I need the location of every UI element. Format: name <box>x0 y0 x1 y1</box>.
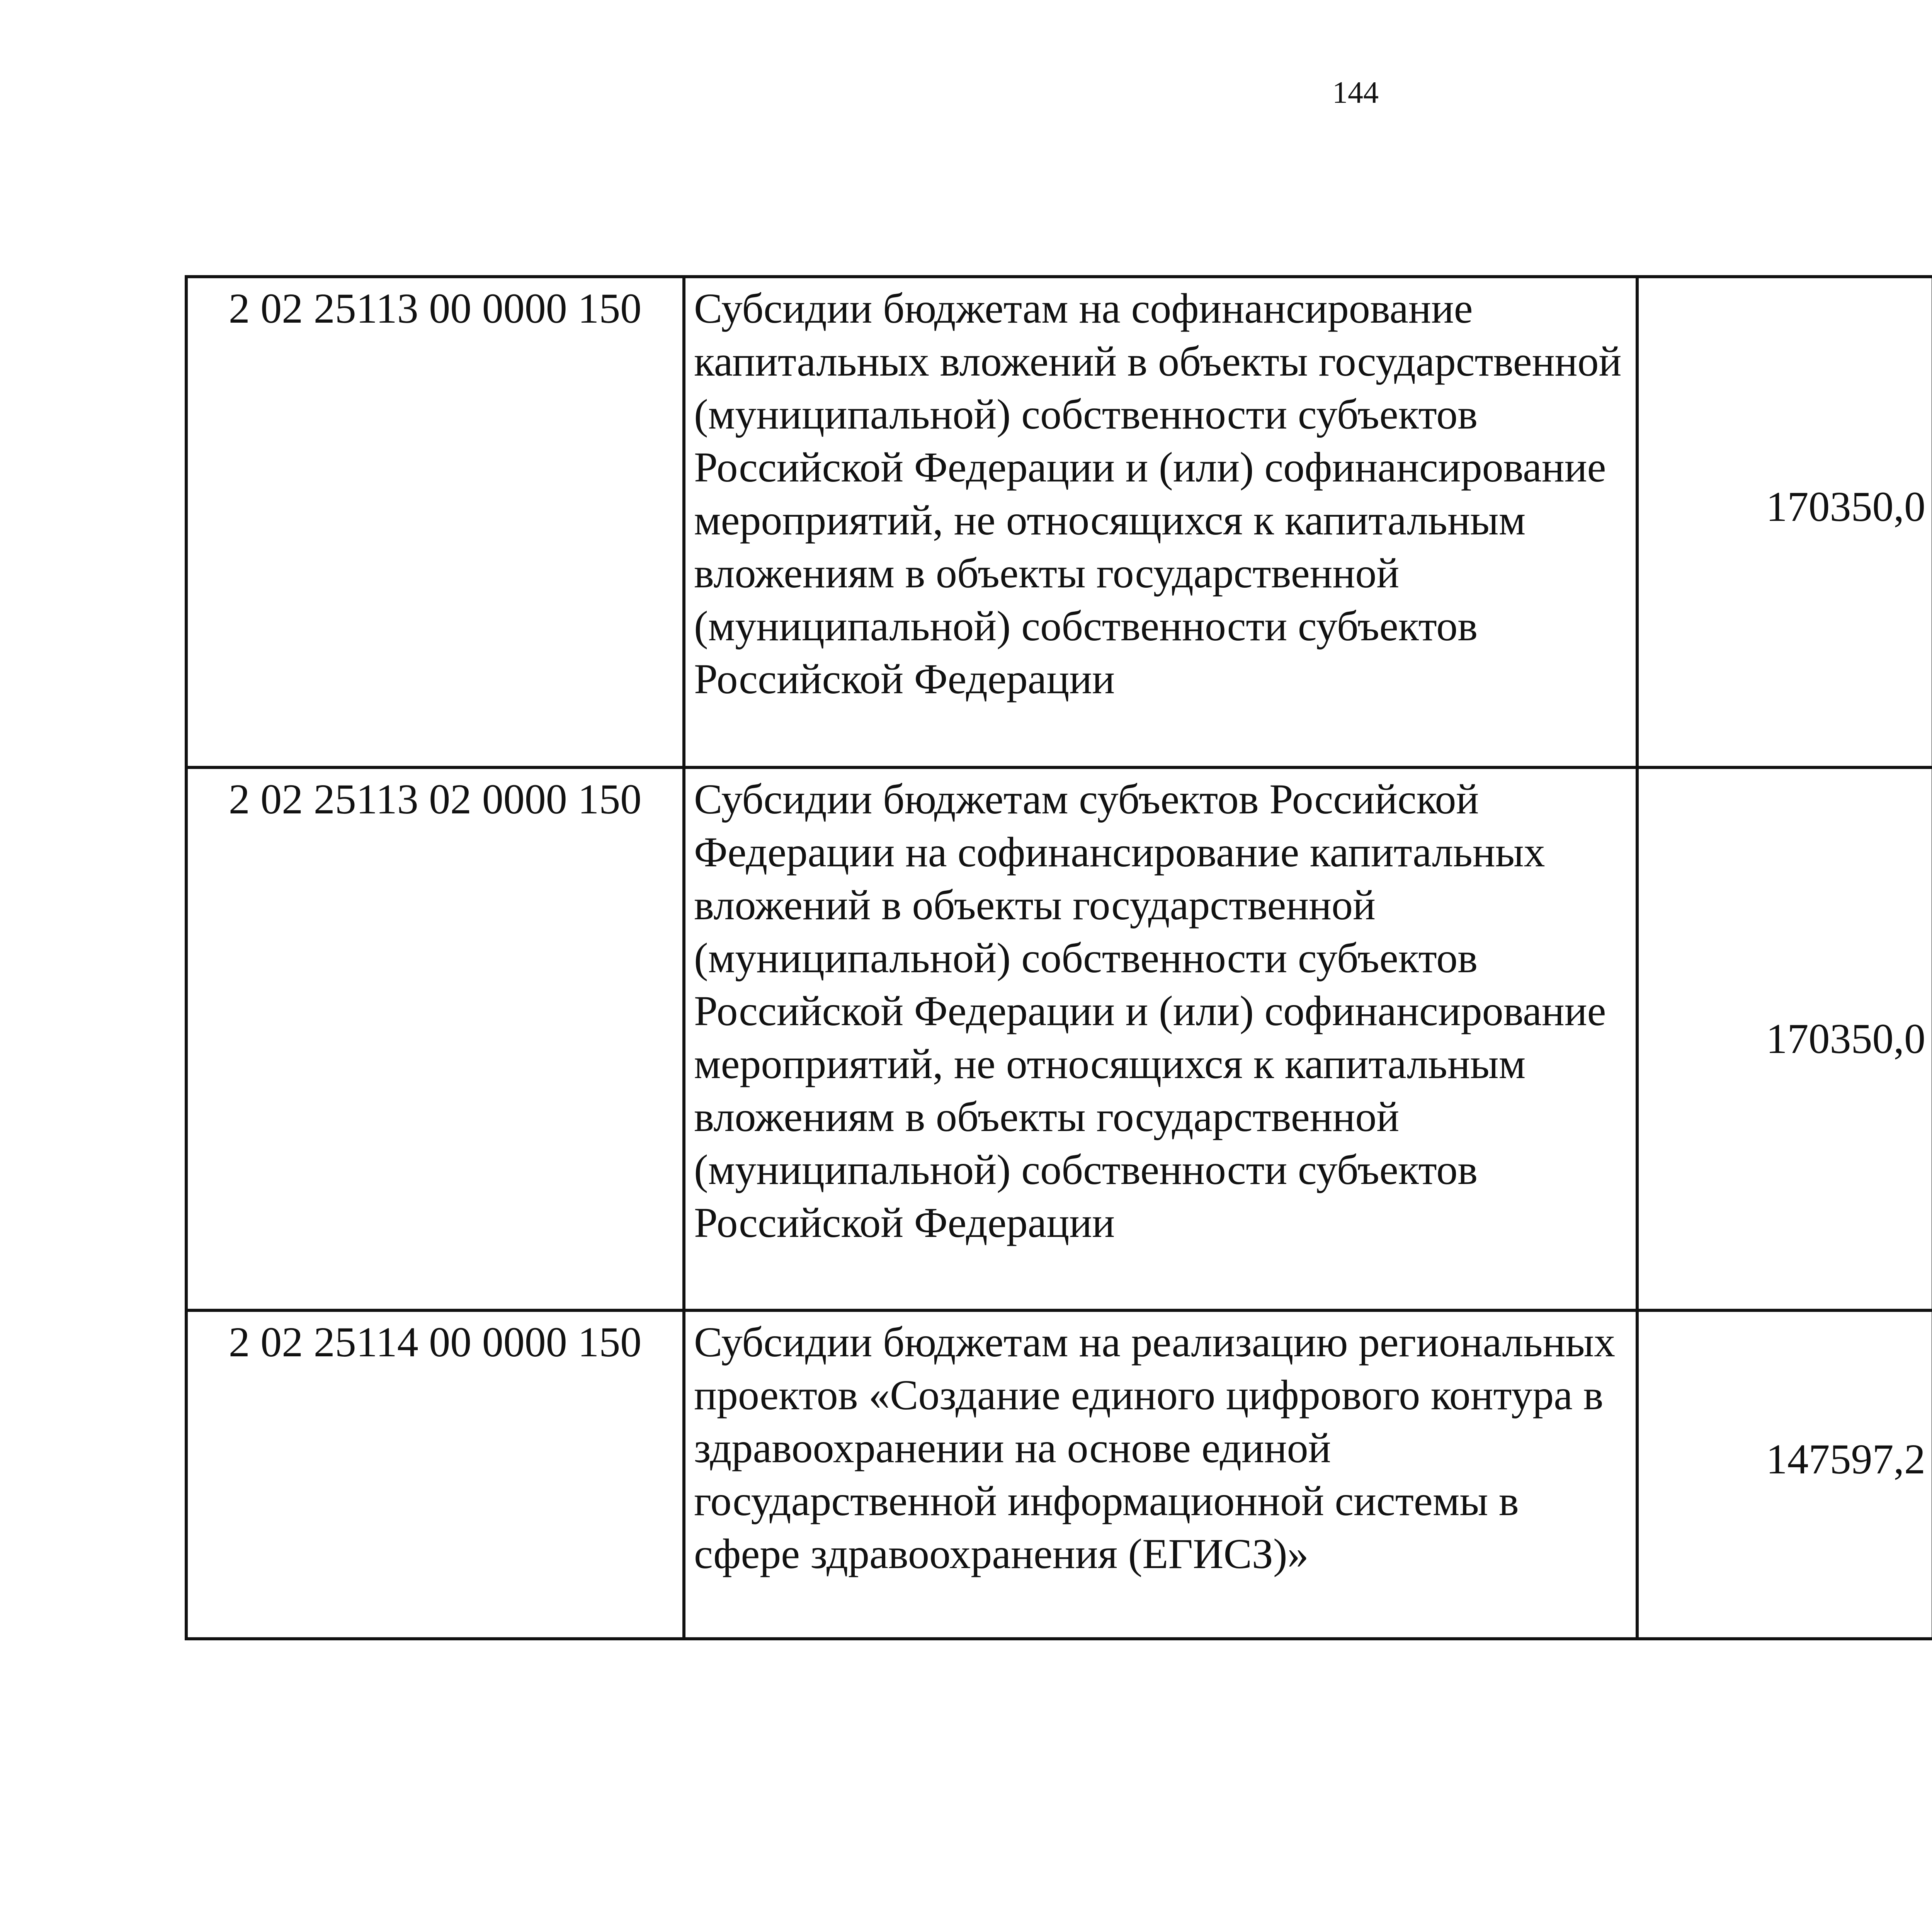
budget-code-cell: 2 02 25113 00 0000 150 <box>186 277 684 767</box>
table-row <box>186 767 1932 1310</box>
amount-cell-1 <box>1637 277 1932 767</box>
table-row <box>186 1310 1932 1639</box>
budget-code-cell: 2 02 25113 02 0000 150 <box>186 767 684 1310</box>
budget-code-cell: 2 02 25114 00 0000 150 <box>186 1310 684 1639</box>
table-row <box>186 277 1932 767</box>
description-cell: Субсидии бюджетам на реализацию региональных проектов «Создание единого цифрового контура в здравоохранении на основе единой государственной информационной системы в сфере здравоохранения (ЕГИСЗ)» <box>684 1310 1637 1639</box>
budget-table <box>185 275 1932 1640</box>
description-cell: Субсидии бюджетам на софинансирование капитальных вложений в объекты государственной (муниципальной) собственности субъектов Российской Федерации и (или) софинансирование мероприятий, не относящихся к капитальным вложениям в объекты государственной (муниципальной) собственности субъектов Российской Федерации <box>684 277 1637 767</box>
amount-cell-1 <box>1637 1310 1932 1639</box>
description-cell: Субсидии бюджетам субъектов Российской Федерации на софинансирование капитальных вложений в объекты государственной (муниципальной) собственности субъектов Российской Федерации и (или) софинансирование мероприятий, не относящихся к капитальным вложениям в объекты государственной (муниципальной) собственности субъектов Российской Федерации <box>684 767 1637 1310</box>
amount-cell-1 <box>1637 767 1932 1310</box>
amount-value: 147597,2 <box>1766 1435 1925 1483</box>
amount-value: 170350,0 <box>1766 483 1925 530</box>
page-number: 144 <box>1332 76 1379 110</box>
amount-value: 170350,0 <box>1766 1015 1925 1062</box>
